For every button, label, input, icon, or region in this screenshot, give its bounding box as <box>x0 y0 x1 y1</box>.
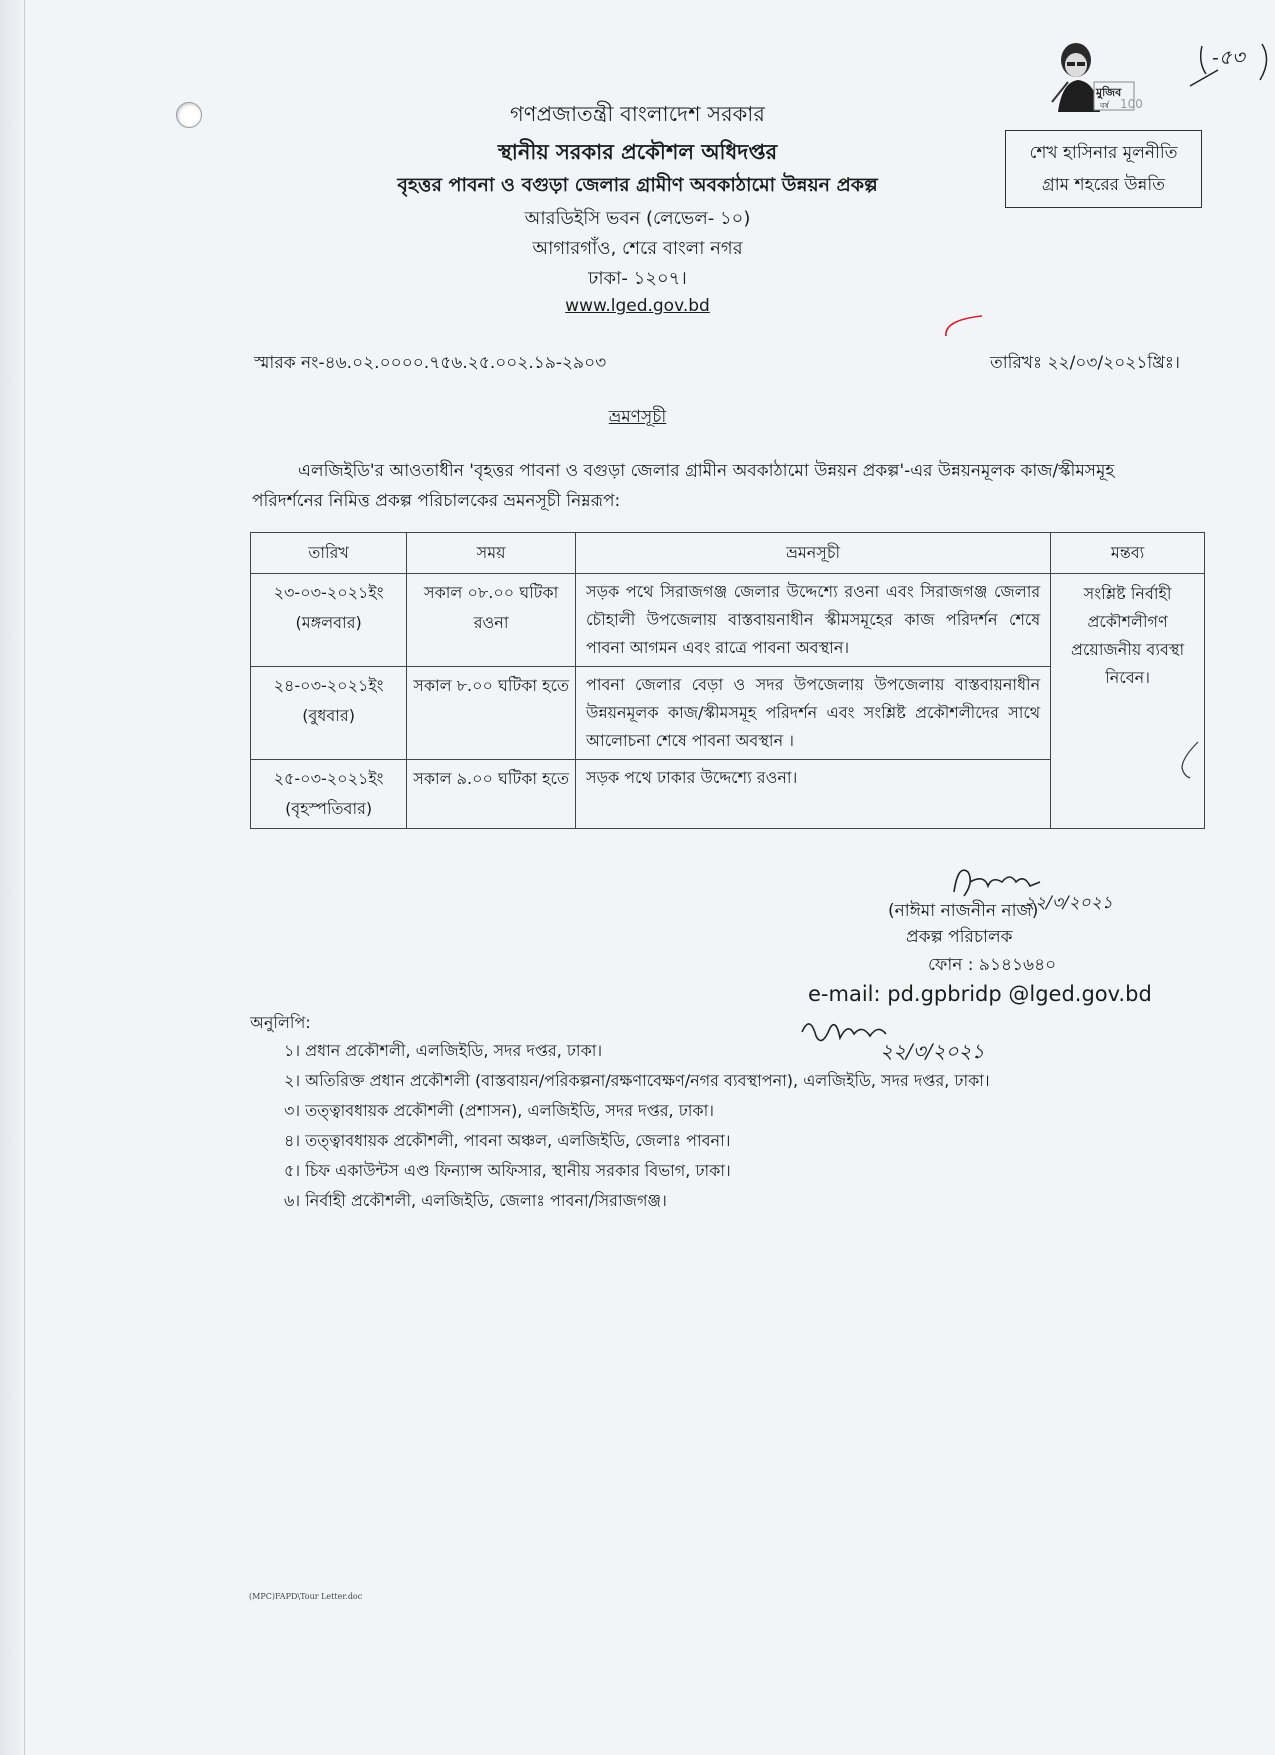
row-day: (মঙ্গলবার) <box>295 613 362 632</box>
row-date: ২৫-০৩-২০২১ইং <box>273 769 384 788</box>
row-day: (বৃহস্পতিবার) <box>285 799 373 818</box>
handwritten-check-mark <box>1176 738 1206 782</box>
svg-text:বর্ষ: বর্ষ <box>1100 101 1109 110</box>
row-time: সকাল ৯.০০ ঘটিকা হতে <box>407 760 576 829</box>
footer-file-path: (MPC)FAPD\Tour Letter.doc <box>249 1592 363 1601</box>
header-date: তারিখ <box>251 533 407 574</box>
row-date: ২৩-০৩-২০২১ইং <box>273 583 384 602</box>
signatory-designation: প্রকল্প পরিচালক <box>906 927 1013 947</box>
intro-paragraph: এলজিইডি'র আওতাধীন 'বৃহত্তর পাবনা ও বগুড়া জেলার গ্রামীন অবকাঠামো উন্নয়ন প্রকল্প'-এর উন্নয়নমূলক কাজ/স্কীমসমূহ পরিদর্শনের নিমিত্ত প্রকল্প পরিচালকের ভ্রমনসূচী নিম্নরূপ: <box>252 461 1115 511</box>
tour-schedule-table <box>250 532 1205 829</box>
address-line-area: আগারগাঁও, শেরে বাংলা নগর <box>532 238 743 259</box>
header-time: সময় <box>407 533 576 574</box>
project-title: বৃহত্তর পাবনা ও বগুড়া জেলার গ্রামীণ অবকাঠামো উন্নয়ন প্রকল্প <box>397 174 878 196</box>
row-time: সকাল ০৮.০০ ঘটিকা রওনা <box>407 574 576 667</box>
list-item: ১। প্রধান প্রকৌশলী, এলজিইডি, সদর দপ্তর, ঢাকা। <box>284 1041 603 1060</box>
list-item: ৫। চিফ একাউন্টস এণ্ড ফিন্যান্স অফিসার, স্থানীয় সরকার বিভাগ, ঢাকা। <box>284 1161 731 1180</box>
svg-text:মুজিব: মুজিব <box>1096 86 1122 99</box>
list-item: ৬। নির্বাহী প্রকৌশলী, এলজিইডি, জেলাঃ পাবনা/সিরাজগঞ্জ। <box>284 1191 667 1210</box>
row-day: (বুধবার) <box>302 706 355 725</box>
remark-cell: সংশ্লিষ্ট নির্বাহী প্রকৌশলীগণ প্রয়োজনীয় ব্যবস্থা নিবেন। <box>1051 574 1205 829</box>
list-item: ২। অতিরিক্ত প্রধান প্রকৌশলী (বাস্তবায়ন/পরিকল্পনা/রক্ষণাবেক্ষণ/নগর ব্যবস্থাপনা), এলজিইডি, সদর দপ্তর, ঢাকা। <box>284 1071 990 1090</box>
row-tour: পাবনা জেলার বেড়া ও সদর উপজেলায় উপজেলায় বাস্তবায়নাধীন উন্নয়নমূলক কাজ/স্কীমসমূহ পরিদর্শন এবং সংশ্লিষ্ট প্রকৌশলীদের সাথে আলোচনা শেষে পাবনা অবস্থান । <box>576 667 1051 760</box>
svg-text:100: 100 <box>1120 97 1143 111</box>
table-header-row <box>251 533 1205 574</box>
row-date-cell <box>251 574 407 667</box>
slogan-line-2: গ্রাম শহরের উন্নতি <box>1042 175 1165 195</box>
signatory-name: (নাঈমা নাজনীন নাজ) <box>888 901 1039 921</box>
list-item: ৪। তত্ত্বাবধায়ক প্রকৌশলী, পাবনা অঞ্চল, এলজিইডি, জেলাঃ পাবনা। <box>284 1131 731 1150</box>
row-tour: সড়ক পথে ঢাকার উদ্দেশ্যে রওনা। <box>576 760 1051 829</box>
svg-text:-৫৩: -৫৩ <box>1212 45 1245 69</box>
document-title <box>0 404 1275 432</box>
signatory-phone: ফোন : ৯১৪১৬৪০ <box>928 955 1057 975</box>
signature-date: ২২/৩/২০২১ <box>1024 893 1113 913</box>
slogan-box <box>1005 130 1202 208</box>
slogan-line-1: শেখ হাসিনার মূলনীতি <box>1029 143 1178 163</box>
mujib-borsho-logo-icon <box>1048 38 1143 114</box>
address-line-city: ঢাকা- ১২০৭। <box>588 268 687 289</box>
website-link[interactable]: www.lged.gov.bd <box>565 296 710 316</box>
header-tour: ভ্রমনসূচী <box>576 533 1051 574</box>
list-item: ৩। তত্ত্বাবধায়ক প্রকৌশলী (প্রশাসন), এলজিইডি, সদর দপ্তর, ঢাকা। <box>284 1101 714 1120</box>
government-title: গণপ্রজাতন্ত্রী বাংলাদেশ সরকার <box>510 102 765 126</box>
memo-date: তারিখঃ ২২/০৩/২০২১খ্রিঃ। <box>989 353 1180 373</box>
department-title: স্থানীয় সরকার প্রকৌশল অধিদপ্তর <box>497 140 778 164</box>
red-tick-mark <box>942 312 984 338</box>
header-remark: মন্তব্য <box>1051 533 1205 574</box>
document-title-text: ভ্রমণসূচী <box>608 407 667 427</box>
copies-list <box>284 1036 990 1216</box>
copies-label: অনুলিপি: <box>250 1013 311 1032</box>
handwritten-page-number <box>1188 40 1274 90</box>
memo-number: স্মারক নং-৪৬.০২.০০০০.৭৫৬.২৫.০০২.১৯-২৯০৩ <box>254 353 607 373</box>
row-date-cell <box>251 667 407 760</box>
table-row <box>251 574 1205 667</box>
signatory-email: e-mail: pd.gpbridp @lged.gov.bd <box>808 982 1152 1006</box>
initial-signature-date: ২২/৩/২০২১ <box>880 1039 985 1063</box>
row-date: ২৪-০৩-২০২১ইং <box>273 676 384 695</box>
row-date-cell <box>251 760 407 829</box>
address-line-building: আরডিইসি ভবন (লেভেল- ১০) <box>524 208 751 229</box>
row-time: সকাল ৮.০০ ঘটিকা হতে <box>407 667 576 760</box>
row-tour: সড়ক পথে সিরাজগঞ্জ জেলার উদ্দেশ্যে রওনা এবং সিরাজগঞ্জ জেলার চৌহালী উপজেলায় বাস্তবায়নাধীন স্কীমসমূহের কাজ পরিদর্শন শেষে পাবনা আগমন এবং রাত্রে পাবনা অবস্থান। <box>576 574 1051 667</box>
